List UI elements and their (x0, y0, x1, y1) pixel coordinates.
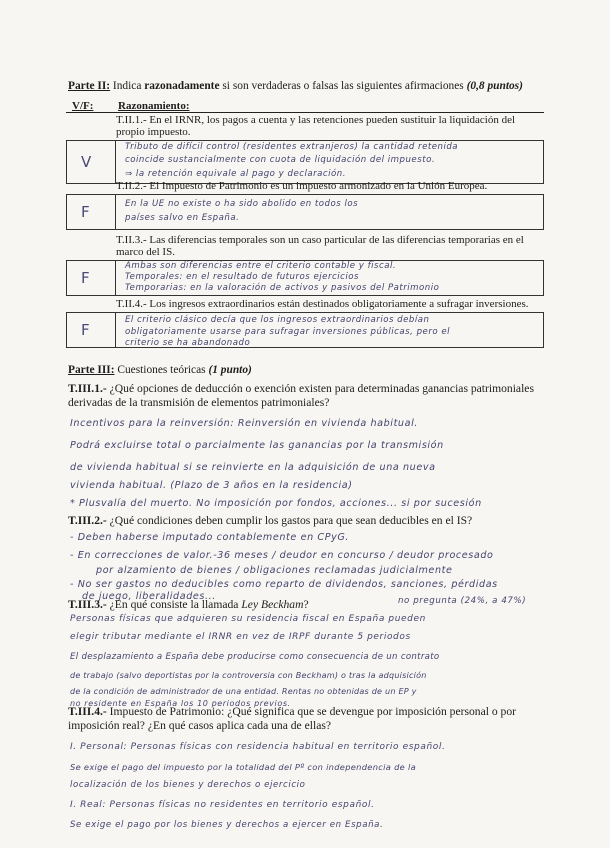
answer-3-line-3: El desplazamiento a España debe producirse como consecuencia de un contrato (70, 652, 440, 662)
answer-1-line-5: * Plusvalía del muerto. No imposición por fondos, acciones... si por sucesión (70, 498, 482, 509)
reasoning-1-line-1: Tributo de difícil control (residentes extranjeros) la cantidad retenida (125, 142, 459, 152)
reasoning-2-line-1: En la UE no existe o ha sido abolido en todos los (125, 199, 359, 209)
answer-box-2 (66, 194, 544, 230)
answer-1-line-4: vivienda habitual. (Plazo de 3 años en la residencia) (70, 480, 353, 491)
answer-2-line-5: de juego, liberalidades... (82, 591, 216, 602)
box-divider (115, 195, 116, 229)
answer-2-line-1: - Deben haberse imputado contablemente en CPyG. (70, 532, 350, 543)
box-divider (115, 313, 116, 347)
answer-2-line-4: - No ser gastos no deducibles como reparto de dividendos, sanciones, pérdidas (70, 579, 498, 590)
reasoning-2-line-2: países salvo en España. (125, 213, 240, 223)
answer-3-note: no pregunta (24%, a 47%) (398, 596, 527, 606)
answer-1-line-3: de vivienda habitual si se reinvierte en la adquisición de una nueva (70, 462, 436, 473)
reasoning-1-line-2: coincide sustancialmente con cuota de liquidación del impuesto. (125, 155, 436, 165)
answer-1-line-1: Incentivos para la reinversión: Reinversión en vivienda habitual. (70, 418, 419, 429)
answer-3-line-1: Personas físicas que adquieren su residencia fiscal en España pueden (70, 614, 426, 624)
statement-1: T.II.1.- En el IRNR, los pagos a cuenta y las retenciones pueden sustituir la liquidación del propio impuesto. (116, 114, 516, 138)
answer-4-line-5: Se exige el pago por los bienes y derechos a ejercer en España. (70, 820, 384, 830)
vf-answer-4: F (81, 321, 90, 339)
answer-3-line-5: de la condición de administrador de una entidad. Rentas no obtenidas de un EP y (70, 686, 417, 696)
reasoning-3-line-3: Temporarias: en la valoración de activos y pasivos del Patrimonio (125, 283, 440, 293)
answer-box-1 (66, 140, 544, 184)
header-rule (66, 112, 544, 113)
answer-3-line-6: no residente en España los 10 periodos previos. (70, 699, 291, 708)
answer-1-line-2: Podrá excluirse total o parcialmente las ganancias por la transmisión (70, 440, 444, 451)
reasoning-4-line-2: obligatoriamente usarse para sufragar inversiones públicas, pero el (125, 327, 451, 337)
answer-box-3 (66, 260, 544, 296)
answer-box-4 (66, 312, 544, 348)
question-2: T.III.2.- ¿Qué condiciones deben cumplir los gastos para que sean deducibles en el IS? (68, 514, 473, 527)
answer-4-line-2: Se exige el pago del impuesto por la totalidad del Pº con independencia de la (70, 762, 416, 772)
box-divider (115, 261, 116, 295)
box-divider (115, 141, 116, 183)
vf-answer-3: F (81, 269, 90, 287)
part3-header: Parte III: Cuestiones teóricas (1 punto) (68, 364, 252, 376)
statement-4: T.II.4.- Los ingresos extraordinarios están destinados obligatoriamente a sufragar inversiones. (116, 298, 529, 310)
vf-answer-2: F (81, 203, 90, 221)
col-vf-header: V/F: (72, 100, 94, 112)
question-3: T.III.3.- ¿En qué consiste la llamada Ley Beckham? (68, 598, 309, 611)
reasoning-3-line-1: Ambas son diferencias entre el criterio contable y fiscal. (125, 261, 397, 271)
reasoning-3-line-2: Temporales: en el resultado de futuros ejercicios (125, 272, 359, 282)
question-4: T.III.4.- Impuesto de Patrimonio: ¿Qué significa que se devengue por imposición personal o por imposición real? ¿En qué casos aplica cada una de ellas? (68, 705, 516, 732)
part2-header: Parte II: Indica razonadamente si son verdaderas o falsas las siguientes afirmaciones (0,8 puntos) (68, 80, 523, 92)
answer-2-line-3: por alzamiento de bienes / obligaciones reclamadas judicialmente (96, 565, 453, 576)
reasoning-1-line-3: ⇒ la retención equivale al pago y declaración. (125, 169, 346, 179)
col-reasoning-header: Razonamiento: (118, 100, 190, 112)
answer-4-line-4: I. Real: Personas físicas no residentes en territorio español. (70, 800, 375, 810)
statement-3: T.II.3.- Las diferencias temporales son un caso particular de las diferencias temporarias en el marco del IS. (116, 234, 524, 258)
answer-2-line-2: - En correcciones de valor.-36 meses / deudor en concurso / deudor procesado (70, 550, 494, 561)
statement-2: T.II.2.- El Impuesto de Patrimonio es un impuesto armonizado en la Unión Europea. (116, 180, 488, 192)
answer-4-line-3: localización de los bienes y derechos o ejercicio (70, 780, 306, 790)
answer-4-line-1: I. Personal: Personas físicas con residencia habitual en territorio español. (70, 742, 446, 752)
reasoning-4-line-1: El criterio clásico decía que los ingresos extraordinarios debían (125, 315, 430, 325)
reasoning-4-line-3: criterio se ha abandonado (125, 338, 251, 348)
vf-answer-1: V (81, 153, 92, 171)
question-1: T.III.1.- ¿Qué opciones de deducción o exención existen para determinadas ganancias patrimoniales derivadas de la transmisión de elementos patrimoniales? (68, 382, 534, 409)
answer-3-line-2: elegir tributar mediante el IRNR en vez de IRPF durante 5 periodos (70, 632, 411, 642)
answer-3-line-4: de trabajo (salvo deportistas por la controversia con Beckham) o tras la adquisición (70, 670, 427, 680)
